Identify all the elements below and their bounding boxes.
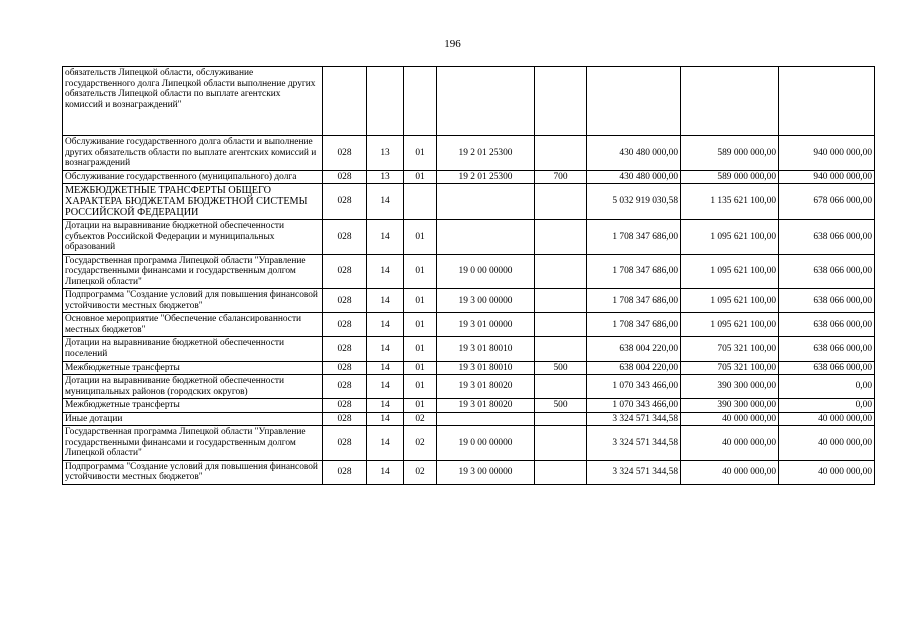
table-row <box>63 426 875 461</box>
row-amount-year1-cell: 3 324 571 344,58 <box>587 412 681 426</box>
row-rz-cell: 14 <box>367 289 404 313</box>
row-amount-year3-cell: 638 066 000,00 <box>779 220 875 255</box>
row-vr-cell <box>535 220 587 255</box>
row-rz-cell: 14 <box>367 412 404 426</box>
row-amount-year3-cell: 40 000 000,00 <box>779 460 875 484</box>
row-name-cell: Подпрограмма "Создание условий для повышения финансовой устойчивости местных бюджетов" <box>63 460 323 484</box>
row-amount-year2-cell: 705 321 100,00 <box>681 337 779 361</box>
row-amount-year2-cell: 589 000 000,00 <box>681 170 779 184</box>
row-rz-cell: 14 <box>367 460 404 484</box>
row-gr-cell: 028 <box>323 460 367 484</box>
row-gr-cell: 028 <box>323 184 367 220</box>
table-row <box>63 375 875 399</box>
row-amount-year3-cell: 940 000 000,00 <box>779 136 875 171</box>
row-gr-cell: 028 <box>323 289 367 313</box>
table-row <box>63 361 875 375</box>
row-vr-cell <box>535 254 587 289</box>
row-vr-cell <box>535 67 587 136</box>
row-csr-cell <box>437 220 535 255</box>
row-amount-year3-cell: 0,00 <box>779 375 875 399</box>
row-amount-year1-cell: 1 708 347 686,00 <box>587 289 681 313</box>
row-amount-year2-cell: 390 300 000,00 <box>681 399 779 413</box>
row-vr-cell <box>535 136 587 171</box>
page-number: 196 <box>444 38 461 50</box>
row-vr-cell <box>535 313 587 337</box>
row-gr-cell: 028 <box>323 412 367 426</box>
table-row <box>63 399 875 413</box>
row-vr-cell <box>535 375 587 399</box>
row-amount-year3-cell: 40 000 000,00 <box>779 426 875 461</box>
table-row <box>63 254 875 289</box>
table-row <box>63 170 875 184</box>
row-amount-year3-cell: 638 066 000,00 <box>779 361 875 375</box>
row-csr-cell: 19 3 01 80010 <box>437 337 535 361</box>
row-name-cell: Иные дотации <box>63 412 323 426</box>
row-amount-year3-cell: 40 000 000,00 <box>779 412 875 426</box>
row-amount-year2-cell: 1 135 621 100,00 <box>681 184 779 220</box>
row-name-cell: Дотации на выравнивание бюджетной обеспеченности муниципальных районов (городских округов) <box>63 375 323 399</box>
row-gr-cell: 028 <box>323 375 367 399</box>
table-body <box>63 67 875 485</box>
row-rz-cell: 14 <box>367 426 404 461</box>
row-name-cell: Межбюджетные трансферты <box>63 361 323 375</box>
row-amount-year1-cell: 638 004 220,00 <box>587 361 681 375</box>
row-rz-cell: 13 <box>367 170 404 184</box>
row-amount-year2-cell: 390 300 000,00 <box>681 375 779 399</box>
row-amount-year1-cell: 430 480 000,00 <box>587 136 681 171</box>
row-pr-cell: 02 <box>404 426 437 461</box>
table-row <box>63 460 875 484</box>
row-gr-cell: 028 <box>323 361 367 375</box>
row-amount-year1-cell: 1 708 347 686,00 <box>587 220 681 255</box>
row-amount-year3-cell: 638 066 000,00 <box>779 337 875 361</box>
row-pr-cell: 01 <box>404 254 437 289</box>
row-amount-year3-cell: 638 066 000,00 <box>779 254 875 289</box>
row-vr-cell <box>535 412 587 426</box>
row-gr-cell: 028 <box>323 170 367 184</box>
row-name-cell: Обслуживание государственного долга области и выполнение других обязательств области по выплате агентских комиссий и вознаграждений <box>63 136 323 171</box>
row-amount-year2-cell <box>681 67 779 136</box>
row-gr-cell: 028 <box>323 337 367 361</box>
row-gr-cell: 028 <box>323 313 367 337</box>
row-pr-cell: 01 <box>404 289 437 313</box>
row-amount-year2-cell: 1 095 621 100,00 <box>681 289 779 313</box>
row-pr-cell: 01 <box>404 136 437 171</box>
row-amount-year3-cell: 638 066 000,00 <box>779 289 875 313</box>
table-row <box>63 220 875 255</box>
row-pr-cell: 01 <box>404 375 437 399</box>
row-rz-cell: 13 <box>367 136 404 171</box>
row-amount-year1-cell: 3 324 571 344,58 <box>587 460 681 484</box>
table-row <box>63 67 875 136</box>
row-csr-cell: 19 3 00 00000 <box>437 460 535 484</box>
row-vr-cell <box>535 289 587 313</box>
row-amount-year3-cell: 638 066 000,00 <box>779 313 875 337</box>
row-csr-cell <box>437 184 535 220</box>
row-vr-cell <box>535 337 587 361</box>
row-csr-cell: 19 0 00 00000 <box>437 254 535 289</box>
row-vr-cell: 500 <box>535 361 587 375</box>
row-name-cell: обязательств Липецкой области, обслуживание государственного долга Липецкой области выполнение других обязательств Липецкой области по выплате агентских комиссий и вознаграждений" <box>63 67 323 136</box>
row-amount-year3-cell <box>779 67 875 136</box>
table-row <box>63 337 875 361</box>
row-amount-year1-cell: 1 708 347 686,00 <box>587 313 681 337</box>
row-name-cell: МЕЖБЮДЖЕТНЫЕ ТРАНСФЕРТЫ ОБЩЕГО ХАРАКТЕРА БЮДЖЕТАМ БЮДЖЕТНОЙ СИСТЕМЫ РОССИЙСКОЙ ФЕДЕРАЦИИ <box>63 184 323 220</box>
row-csr-cell: 19 3 01 80010 <box>437 361 535 375</box>
budget-table <box>62 66 875 485</box>
row-gr-cell <box>323 67 367 136</box>
row-amount-year2-cell: 1 095 621 100,00 <box>681 220 779 255</box>
row-csr-cell: 19 2 01 25300 <box>437 170 535 184</box>
row-amount-year2-cell: 40 000 000,00 <box>681 426 779 461</box>
row-vr-cell <box>535 426 587 461</box>
row-pr-cell: 01 <box>404 170 437 184</box>
row-name-cell: Обслуживание государственного (муниципального) долга <box>63 170 323 184</box>
row-amount-year1-cell <box>587 67 681 136</box>
table-row <box>63 313 875 337</box>
row-pr-cell: 01 <box>404 337 437 361</box>
row-amount-year2-cell: 40 000 000,00 <box>681 460 779 484</box>
row-vr-cell: 700 <box>535 170 587 184</box>
row-rz-cell: 14 <box>367 337 404 361</box>
row-amount-year2-cell: 589 000 000,00 <box>681 136 779 171</box>
row-pr-cell: 02 <box>404 412 437 426</box>
row-pr-cell: 01 <box>404 361 437 375</box>
row-csr-cell <box>437 67 535 136</box>
row-name-cell: Основное мероприятие "Обеспечение сбалансированности местных бюджетов" <box>63 313 323 337</box>
row-pr-cell: 01 <box>404 399 437 413</box>
row-name-cell: Дотации на выравнивание бюджетной обеспеченности поселений <box>63 337 323 361</box>
table-row <box>63 412 875 426</box>
row-amount-year1-cell: 430 480 000,00 <box>587 170 681 184</box>
row-vr-cell <box>535 184 587 220</box>
row-amount-year1-cell: 1 070 343 466,00 <box>587 375 681 399</box>
row-amount-year2-cell: 1 095 621 100,00 <box>681 313 779 337</box>
row-csr-cell: 19 3 01 80020 <box>437 375 535 399</box>
row-csr-cell: 19 0 00 00000 <box>437 426 535 461</box>
row-vr-cell <box>535 460 587 484</box>
row-vr-cell: 500 <box>535 399 587 413</box>
row-pr-cell <box>404 184 437 220</box>
row-rz-cell: 14 <box>367 184 404 220</box>
row-pr-cell: 01 <box>404 220 437 255</box>
row-pr-cell: 01 <box>404 313 437 337</box>
row-gr-cell: 028 <box>323 136 367 171</box>
row-amount-year1-cell: 3 324 571 344,58 <box>587 426 681 461</box>
row-amount-year2-cell: 1 095 621 100,00 <box>681 254 779 289</box>
row-amount-year1-cell: 638 004 220,00 <box>587 337 681 361</box>
row-amount-year3-cell: 0,00 <box>779 399 875 413</box>
table-row <box>63 184 875 220</box>
row-gr-cell: 028 <box>323 254 367 289</box>
row-amount-year1-cell: 1 708 347 686,00 <box>587 254 681 289</box>
row-amount-year2-cell: 40 000 000,00 <box>681 412 779 426</box>
row-name-cell: Государственная программа Липецкой области "Управление государственными финансами и государственным долгом Липецкой области" <box>63 254 323 289</box>
row-csr-cell: 19 3 00 00000 <box>437 289 535 313</box>
row-gr-cell: 028 <box>323 399 367 413</box>
row-pr-cell <box>404 67 437 136</box>
row-rz-cell: 14 <box>367 220 404 255</box>
row-csr-cell: 19 3 01 80020 <box>437 399 535 413</box>
row-pr-cell: 02 <box>404 460 437 484</box>
row-csr-cell <box>437 412 535 426</box>
table-row <box>63 289 875 313</box>
table-row <box>63 136 875 171</box>
row-name-cell: Государственная программа Липецкой области "Управление государственными финансами и государственным долгом Липецкой области" <box>63 426 323 461</box>
row-rz-cell: 14 <box>367 399 404 413</box>
row-csr-cell: 19 2 01 25300 <box>437 136 535 171</box>
row-amount-year2-cell: 705 321 100,00 <box>681 361 779 375</box>
row-rz-cell <box>367 67 404 136</box>
row-rz-cell: 14 <box>367 361 404 375</box>
row-gr-cell: 028 <box>323 426 367 461</box>
row-csr-cell: 19 3 01 00000 <box>437 313 535 337</box>
row-name-cell: Межбюджетные трансферты <box>63 399 323 413</box>
row-rz-cell: 14 <box>367 375 404 399</box>
row-amount-year1-cell: 5 032 919 030,58 <box>587 184 681 220</box>
row-amount-year3-cell: 940 000 000,00 <box>779 170 875 184</box>
row-rz-cell: 14 <box>367 313 404 337</box>
row-amount-year1-cell: 1 070 343 466,00 <box>587 399 681 413</box>
row-name-cell: Подпрограмма "Создание условий для повышения финансовой устойчивости местных бюджетов" <box>63 289 323 313</box>
row-gr-cell: 028 <box>323 220 367 255</box>
row-rz-cell: 14 <box>367 254 404 289</box>
row-name-cell: Дотации на выравнивание бюджетной обеспеченности субъектов Российской Федерации и муниципальных образований <box>63 220 323 255</box>
row-amount-year3-cell: 678 066 000,00 <box>779 184 875 220</box>
